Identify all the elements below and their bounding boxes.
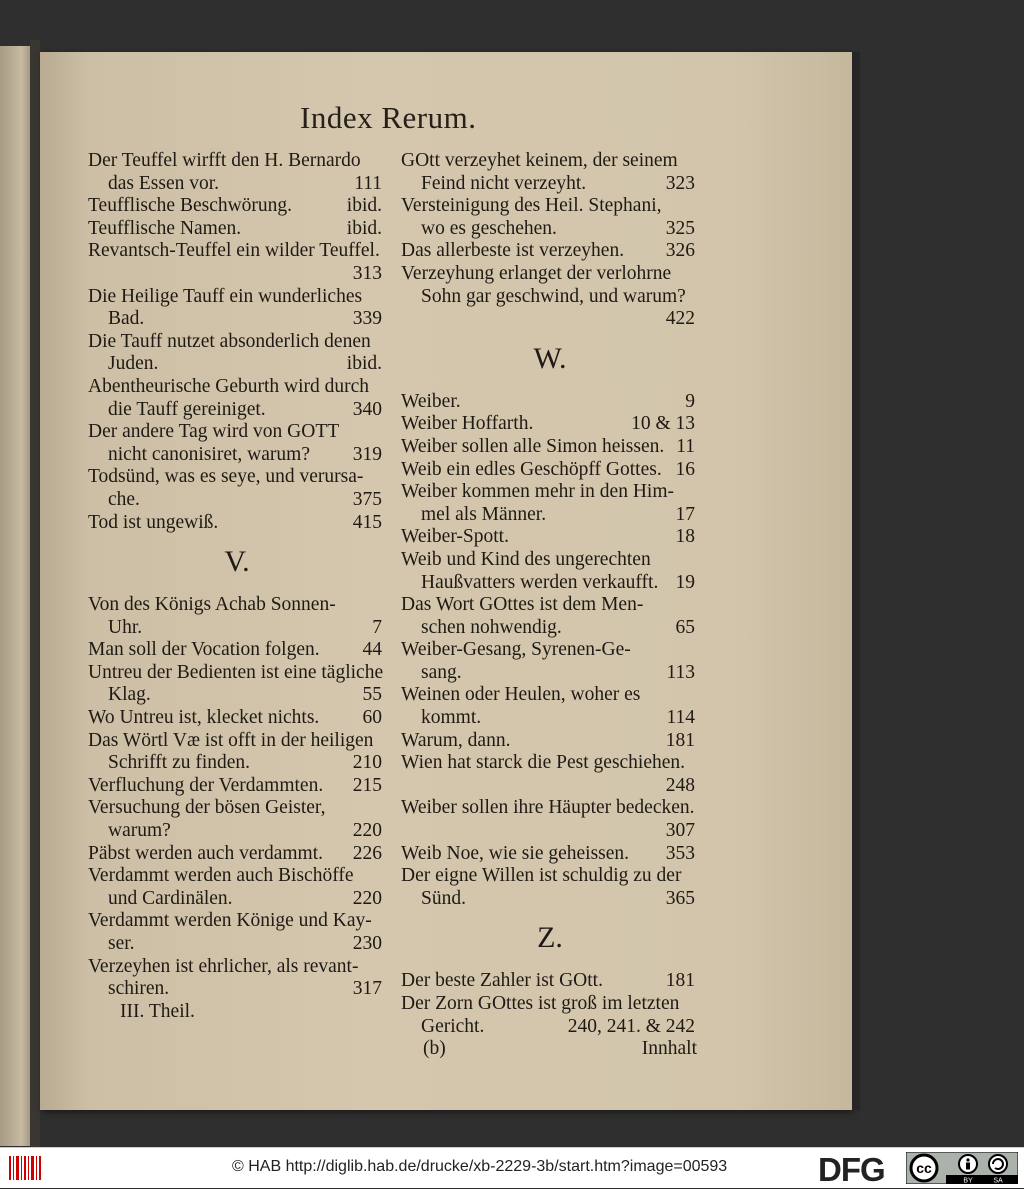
- index-entry: [88, 707, 386, 730]
- index-entry-page: 60: [362, 707, 382, 729]
- index-entry-text: Revantsch-Teuffel ein wilder Teuffel.: [88, 240, 380, 262]
- index-entry-page: 339: [352, 308, 382, 330]
- index-entry-text: Sohn gar geschwind, und warum?: [421, 285, 686, 307]
- index-entry-text: Uhr.: [108, 616, 143, 638]
- index-entry-text: Wien hat starck die Pest geschiehen.: [401, 752, 686, 774]
- index-entry-page: 9: [685, 390, 695, 412]
- index-entry: [88, 240, 386, 285]
- index-entry-text: Warum, dann.: [401, 729, 511, 751]
- index-entry: [401, 752, 699, 797]
- index-entry: [401, 797, 699, 842]
- index-entry: [401, 526, 699, 549]
- index-entry-text: Weiber sollen ihre Häupter bedecken.: [401, 797, 695, 819]
- index-entry-page: 415: [352, 511, 382, 533]
- index-entry-text: Weinen oder Heulen, woher es: [401, 684, 641, 706]
- index-entry-text: Todsünd, was es seye, und verursa-: [88, 466, 364, 488]
- index-entry: [401, 459, 699, 482]
- index-entry-text: Weiber sollen alle Simon heissen.: [401, 435, 665, 457]
- index-entry-text: Weib Noe, wie sie geheissen.: [401, 842, 630, 864]
- sheet-mark: (b): [423, 1038, 446, 1060]
- index-entry-text: ser.: [108, 933, 135, 954]
- index-entry-text: Sünd.: [421, 887, 466, 909]
- index-entry-text: Weiber.: [401, 390, 461, 412]
- index-entry: [88, 594, 386, 639]
- index-entry: [88, 195, 386, 218]
- index-entry: [401, 684, 699, 729]
- index-entry-page: 230: [352, 933, 382, 954]
- cc-license-icon[interactable]: [906, 1152, 1018, 1184]
- index-entry-page: 17: [675, 503, 695, 525]
- index-entry: [88, 512, 386, 535]
- signature-row: [88, 1001, 386, 1025]
- index-entry-text: Abentheurische Geburth wird durch: [88, 375, 370, 397]
- index-entry-text: Der Zorn GOttes ist groß im letzten: [401, 993, 680, 1014]
- sheet-signature: III. Theil.: [120, 1000, 195, 1022]
- index-entry-page: 340: [352, 398, 382, 420]
- index-entry-page: 313: [352, 262, 382, 284]
- index-entry-text: sang.: [421, 661, 462, 683]
- index-entry: [88, 730, 386, 775]
- index-entry: [401, 865, 699, 910]
- index-entry-page: 319: [352, 443, 382, 465]
- index-entry-text: Haußvatters werden verkaufft.: [421, 571, 659, 593]
- index-entry: [401, 391, 699, 414]
- copyright-link[interactable]: © HAB http://diglib.hab.de/drucke/xb-2229-3b/start.htm?image=00593: [232, 1158, 728, 1175]
- index-entry-text: Verzeyhung erlanget der verlohrne: [401, 262, 672, 284]
- index-entry: [401, 594, 699, 639]
- page-shadow: [852, 52, 860, 1110]
- index-column-left: [88, 150, 386, 1025]
- index-entry-text: Weiber Hoffarth.: [401, 413, 534, 435]
- index-entry-page: 16: [675, 458, 695, 480]
- index-entry-text: Bad.: [108, 308, 145, 330]
- index-entry-page: 326: [665, 240, 695, 262]
- index-entry: [88, 376, 386, 421]
- section-letter: W.: [533, 341, 567, 375]
- index-entry: [88, 639, 386, 662]
- index-entry-text: kommt.: [421, 707, 482, 729]
- index-entry-text: Feind nicht verzeyht.: [421, 172, 587, 194]
- index-entry-text: Tod ist ungewiß.: [88, 511, 219, 533]
- index-entry-text: Weiber kommen mehr in den Him-: [401, 481, 674, 503]
- index-entry-page: 18: [675, 526, 695, 548]
- index-entry: [88, 775, 386, 798]
- catchword-row: [401, 1038, 699, 1062]
- index-entry-page: 422: [665, 308, 695, 330]
- index-entry: [88, 150, 386, 195]
- index-entry-text: Weib ein edles Geschöpff Gottes.: [401, 458, 662, 480]
- index-entry-text: schiren.: [108, 978, 170, 1000]
- index-entry-page: 114: [666, 707, 695, 729]
- section-letter: V.: [224, 545, 250, 579]
- index-entry-text: che.: [108, 488, 140, 510]
- index-entry-page: 220: [352, 887, 382, 909]
- index-entry-page: 11: [676, 435, 695, 457]
- index-entry: [88, 218, 386, 241]
- index-entry-text: Wo Untreu ist, klecket nichts.: [88, 707, 320, 729]
- index-entry: [401, 549, 699, 594]
- index-entry-page: 181: [665, 970, 695, 992]
- index-entry: [88, 331, 386, 376]
- barcode-logo-icon: [6, 1152, 46, 1184]
- index-entry-text: Versuchung der bösen Geister,: [88, 797, 326, 819]
- index-entry-text: Der andere Tag wird von GOTT: [88, 421, 340, 443]
- index-entry-text: das Essen vor.: [108, 172, 220, 194]
- index-entry-text: GOtt verzeyhet keinem, der seinem: [401, 150, 678, 171]
- index-entry-page: 353: [665, 842, 695, 864]
- section-letter: Z.: [537, 921, 563, 955]
- index-entry: [88, 956, 386, 1001]
- index-entry-text: die Tauff gereiniget.: [108, 398, 266, 420]
- index-entry-text: Das allerbeste ist verzeyhen.: [401, 240, 625, 262]
- index-entry-text: Man soll der Vocation folgen.: [88, 639, 320, 661]
- index-entry-text: Teufflische Beschwörung.: [88, 195, 293, 217]
- index-entry: [401, 150, 699, 195]
- index-entry-page: 323: [665, 172, 695, 194]
- index-entry-text: Der eigne Willen ist schuldig zu der: [401, 865, 682, 887]
- index-entry-page: 113: [666, 661, 695, 683]
- index-entry-text: Verfluchung der Verdammten.: [88, 774, 324, 796]
- index-entry-page: 317: [352, 978, 382, 1000]
- index-entry-page: 55: [362, 684, 382, 706]
- index-entry-text: warum?: [108, 820, 171, 842]
- index-entry-page: 365: [665, 887, 695, 909]
- index-entry-text: nicht canonisiret, warum?: [108, 443, 310, 465]
- index-entry-text: Päbst werden auch verdammt.: [88, 842, 324, 864]
- index-entry-page: 215: [352, 774, 382, 796]
- index-entry-text: Das Wörtl Væ ist offt in der heiligen: [88, 729, 374, 751]
- index-entry: [401, 730, 699, 753]
- index-entry-page: 325: [665, 217, 695, 239]
- index-entry-text: schen nohwendig.: [421, 616, 562, 638]
- index-column-right: [401, 150, 699, 1062]
- index-entry: [88, 421, 386, 466]
- index-entry: [88, 466, 386, 511]
- index-entry-text: Juden.: [108, 353, 159, 375]
- index-entry-text: Schrifft zu finden.: [108, 752, 251, 774]
- index-entry: [401, 413, 699, 436]
- index-entry-page: 65: [675, 616, 695, 638]
- index-entry-text: Untreu der Bedienten ist eine tägliche: [88, 661, 384, 683]
- index-entry: [401, 970, 699, 993]
- index-entry: [401, 436, 699, 459]
- index-entry-page: 220: [352, 820, 382, 842]
- index-entry-page: 7: [372, 616, 382, 638]
- svg-text:BY: BY: [963, 1177, 973, 1184]
- index-entry-text: Die Heilige Tauff ein wunderliches: [88, 285, 363, 307]
- index-entry-text: Klag.: [108, 684, 151, 706]
- index-entry: [401, 195, 699, 240]
- index-entry-text: Weiber-Gesang, Syrenen-Ge-: [401, 639, 631, 661]
- index-entry-text: und Cardinälen.: [108, 887, 233, 909]
- index-entry-text: Weiber-Spott.: [401, 526, 509, 548]
- index-entry-page: 375: [352, 488, 382, 510]
- catchword: Innhalt: [641, 1038, 697, 1060]
- index-entry-page: 307: [665, 820, 695, 842]
- index-entry-text: Versteinigung des Heil. Stephani,: [401, 195, 662, 217]
- svg-text:SA: SA: [993, 1177, 1003, 1184]
- index-entry-page: 181: [665, 729, 695, 751]
- index-entry-page: 111: [354, 172, 382, 194]
- index-entry-text: Gericht.: [421, 1015, 485, 1037]
- index-entry-text: Die Tauff nutzet absonderlich denen: [88, 330, 371, 352]
- index-entry-page: ibid.: [346, 353, 382, 375]
- page-header: Index Rerum.: [300, 100, 477, 135]
- index-entry: [88, 843, 386, 866]
- index-entry-page: 210: [352, 752, 382, 774]
- index-entry-page: 226: [352, 842, 382, 864]
- index-entry-text: Weib und Kind des ungerechten: [401, 548, 651, 570]
- index-entry-page: 10 & 13: [631, 413, 695, 435]
- index-entry-text: wo es geschehen.: [421, 217, 557, 239]
- book-spine: [30, 40, 40, 1147]
- index-entry: [401, 993, 699, 1038]
- index-entry-text: mel als Männer.: [421, 503, 547, 525]
- index-entry: [88, 662, 386, 707]
- index-entry: [401, 639, 699, 684]
- index-entry-text: Das Wort GOttes ist dem Men-: [401, 594, 644, 616]
- index-entry: [401, 240, 699, 263]
- index-entry-page: ibid.: [346, 217, 382, 239]
- index-entry-text: Verdammt werden Könige und Kay-: [88, 910, 372, 932]
- index-entry-page: 44: [362, 639, 382, 661]
- svg-text:cc: cc: [916, 1160, 932, 1176]
- index-entry-text: Der Teuffel wirfft den H. Bernardo: [88, 150, 361, 171]
- index-entry-page: 248: [665, 774, 695, 796]
- index-entry-page: ibid.: [346, 195, 382, 217]
- index-entry: [401, 263, 699, 331]
- index-entry-text: Der beste Zahler ist GOtt.: [401, 970, 603, 992]
- index-entry-text: Teufflische Namen.: [88, 217, 242, 239]
- index-entry: [401, 843, 699, 866]
- index-entry: [401, 481, 699, 526]
- index-entry: [88, 910, 386, 955]
- index-entry: [88, 797, 386, 842]
- index-entry-text: Von des Königs Achab Sonnen-: [88, 594, 336, 616]
- index-entry-page: 240, 241. & 242: [567, 1015, 695, 1037]
- index-entry: [88, 865, 386, 910]
- dfg-logo: DFG: [818, 1151, 885, 1188]
- index-entry: [88, 286, 386, 331]
- footer-bar: [0, 1147, 1024, 1188]
- index-entry-text: Verdammt werden auch Bischöffe: [88, 865, 354, 887]
- index-entry-text: Verzeyhen ist ehrlicher, als revant-: [88, 955, 359, 977]
- index-entry-page: 19: [675, 571, 695, 593]
